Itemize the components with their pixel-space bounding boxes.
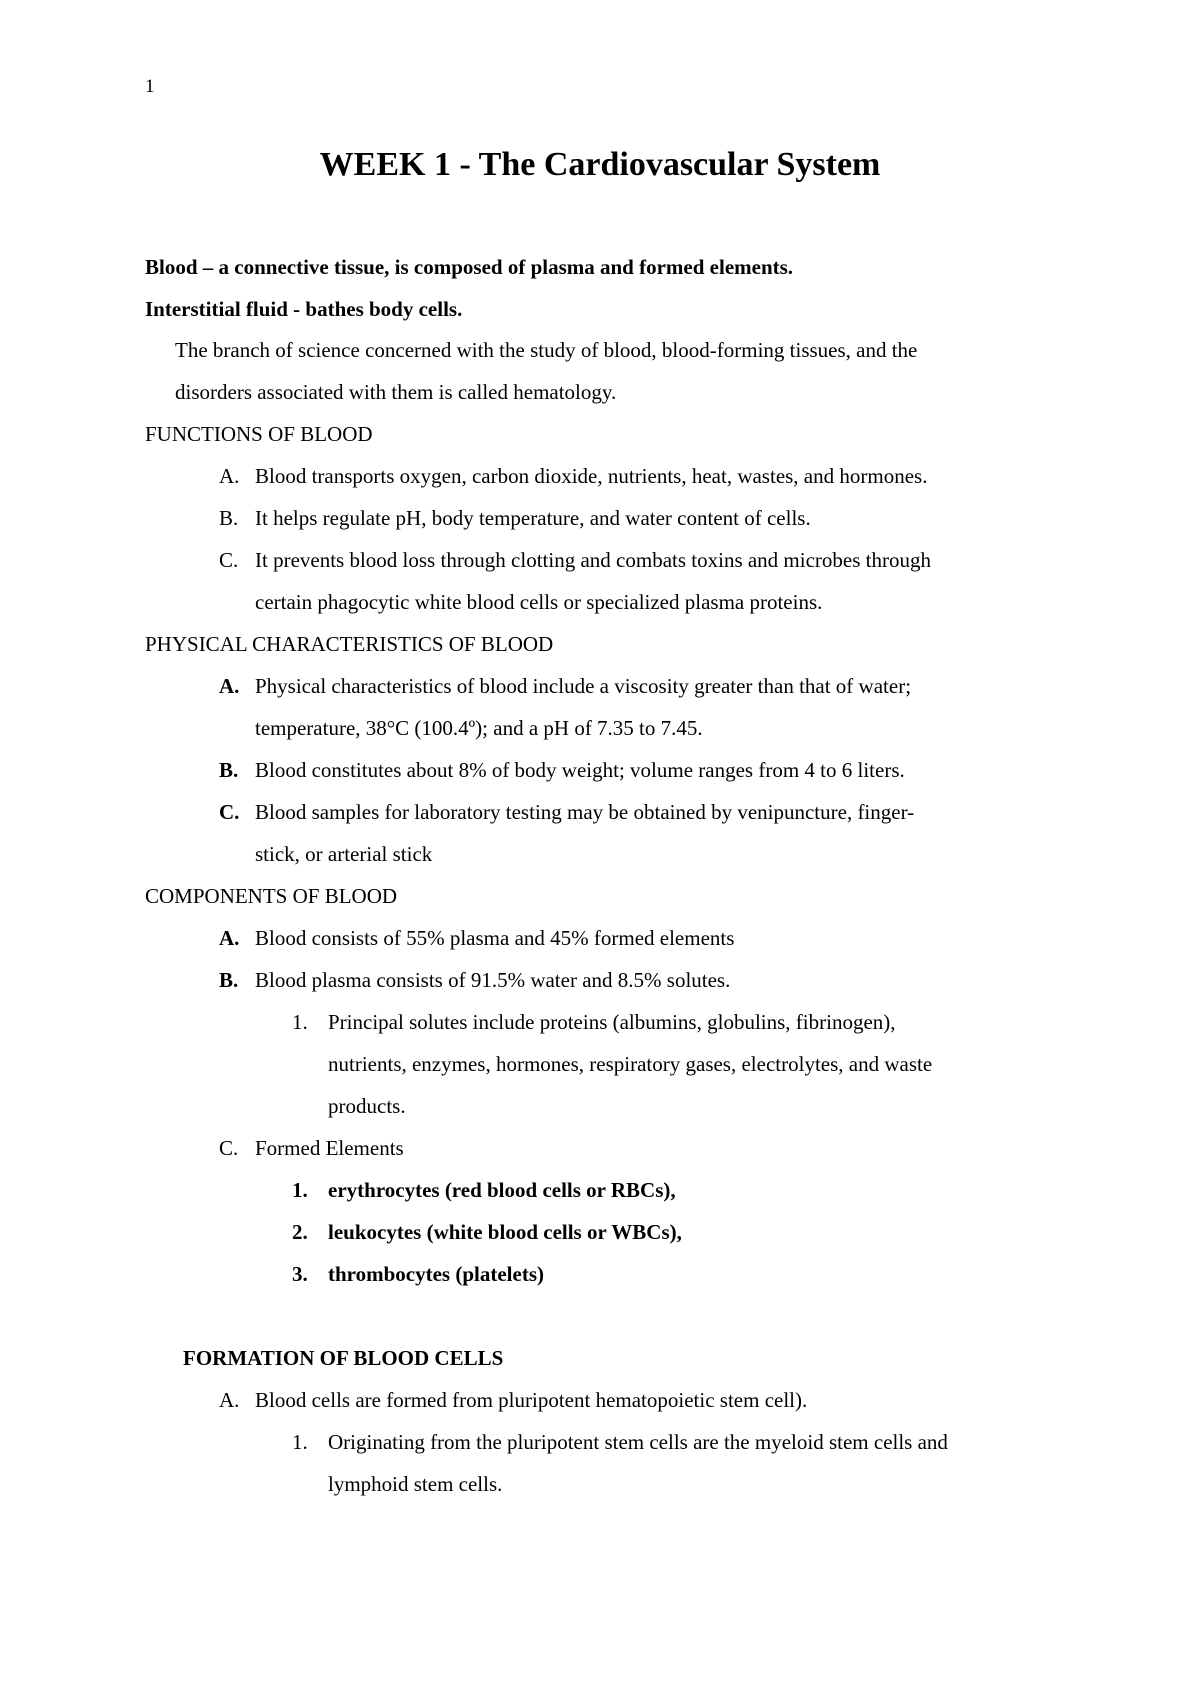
list-marker: B. <box>219 968 239 992</box>
list-item-text: Blood cells are formed from pluripotent hematopoietic stem cell). <box>255 1388 808 1412</box>
list-item-text: Blood plasma consists of 91.5% water and 8.5% solutes. <box>255 968 731 992</box>
list-marker: A. <box>219 674 240 698</box>
list-marker: C. <box>219 548 239 572</box>
list-item-text: Blood transports oxygen, carbon dioxide, nutrients, heat, wastes, and hormones. <box>255 464 928 488</box>
components-heading: COMPONENTS OF BLOOD <box>145 884 398 908</box>
list-item <box>292 1430 948 1454</box>
hematology-text-line-2: disorders associated with them is called hematology. <box>175 380 617 404</box>
list-marker: B. <box>219 506 239 530</box>
list-item <box>219 800 914 824</box>
list-item <box>219 548 931 572</box>
list-item-continuation: temperature, 38°C (100.4º); and a pH of 7.35 to 7.45. <box>255 716 703 740</box>
list-item-text: It prevents blood loss through clotting and combats toxins and microbes through <box>255 548 931 572</box>
list-item-text: Physical characteristics of blood include a viscosity greater than that of water; <box>255 674 912 698</box>
functions-heading: FUNCTIONS OF BLOOD <box>145 422 373 446</box>
list-item <box>219 506 811 530</box>
list-marker: C. <box>219 1136 239 1160</box>
list-marker: A. <box>219 464 240 488</box>
list-item-text: erythrocytes (red blood cells or RBCs), <box>328 1178 676 1202</box>
interstitial-fluid-definition: Interstitial fluid - bathes body cells. <box>145 297 463 321</box>
list-item <box>219 968 730 992</box>
list-marker: 3. <box>292 1262 308 1286</box>
list-item-text: Formed Elements <box>255 1136 404 1160</box>
list-marker: B. <box>219 758 239 782</box>
blood-definition: Blood – a connective tissue, is composed of plasma and formed elements. <box>145 255 794 279</box>
list-marker: C. <box>219 800 240 824</box>
list-marker: 1. <box>292 1010 308 1034</box>
list-marker: A. <box>219 1388 240 1412</box>
list-item-continuation: stick, or arterial stick <box>255 842 433 866</box>
list-item-text: thrombocytes (platelets) <box>328 1262 544 1286</box>
list-item-text: leukocytes (white blood cells or WBCs), <box>328 1220 682 1244</box>
list-marker: 1. <box>292 1178 308 1202</box>
list-item-text: Blood samples for laboratory testing may be obtained by venipuncture, finger- <box>255 800 915 824</box>
hematology-text-line-1: The branch of science concerned with the study of blood, blood-forming tissues, and the <box>175 338 918 362</box>
list-marker: 1. <box>292 1430 308 1454</box>
list-item <box>292 1262 544 1286</box>
page-number: 1 <box>145 76 155 97</box>
list-item <box>219 1388 807 1412</box>
list-item <box>219 926 734 950</box>
list-item-continuation: nutrients, enzymes, hormones, respiratory gases, electrolytes, and waste <box>328 1052 933 1076</box>
list-marker: 2. <box>292 1220 308 1244</box>
list-item-continuation: certain phagocytic white blood cells or specialized plasma proteins. <box>255 590 823 614</box>
list-item <box>219 1136 404 1160</box>
list-item-continuation: products. <box>328 1094 406 1118</box>
physical-heading: PHYSICAL CHARACTERISTICS OF BLOOD <box>145 632 554 656</box>
list-item-text: It helps regulate pH, body temperature, and water content of cells. <box>255 506 811 530</box>
list-item <box>292 1010 896 1034</box>
list-item-text: Principal solutes include proteins (albumins, globulins, fibrinogen), <box>328 1010 896 1034</box>
list-item <box>219 674 911 698</box>
list-item-text: Originating from the pluripotent stem cells are the myeloid stem cells and <box>328 1430 948 1454</box>
list-item-text: Blood constitutes about 8% of body weight; volume ranges from 4 to 6 liters. <box>255 758 905 782</box>
list-item <box>292 1220 682 1244</box>
list-item <box>292 1178 676 1202</box>
formation-heading: FORMATION OF BLOOD CELLS <box>183 1346 504 1370</box>
list-item <box>219 758 905 782</box>
list-item <box>219 464 927 488</box>
list-item-text: Blood consists of 55% plasma and 45% formed elements <box>255 926 735 950</box>
list-marker: A. <box>219 926 240 950</box>
page-title: WEEK 1 - The Cardiovascular System <box>319 146 881 183</box>
list-item-continuation: lymphoid stem cells. <box>328 1472 503 1496</box>
